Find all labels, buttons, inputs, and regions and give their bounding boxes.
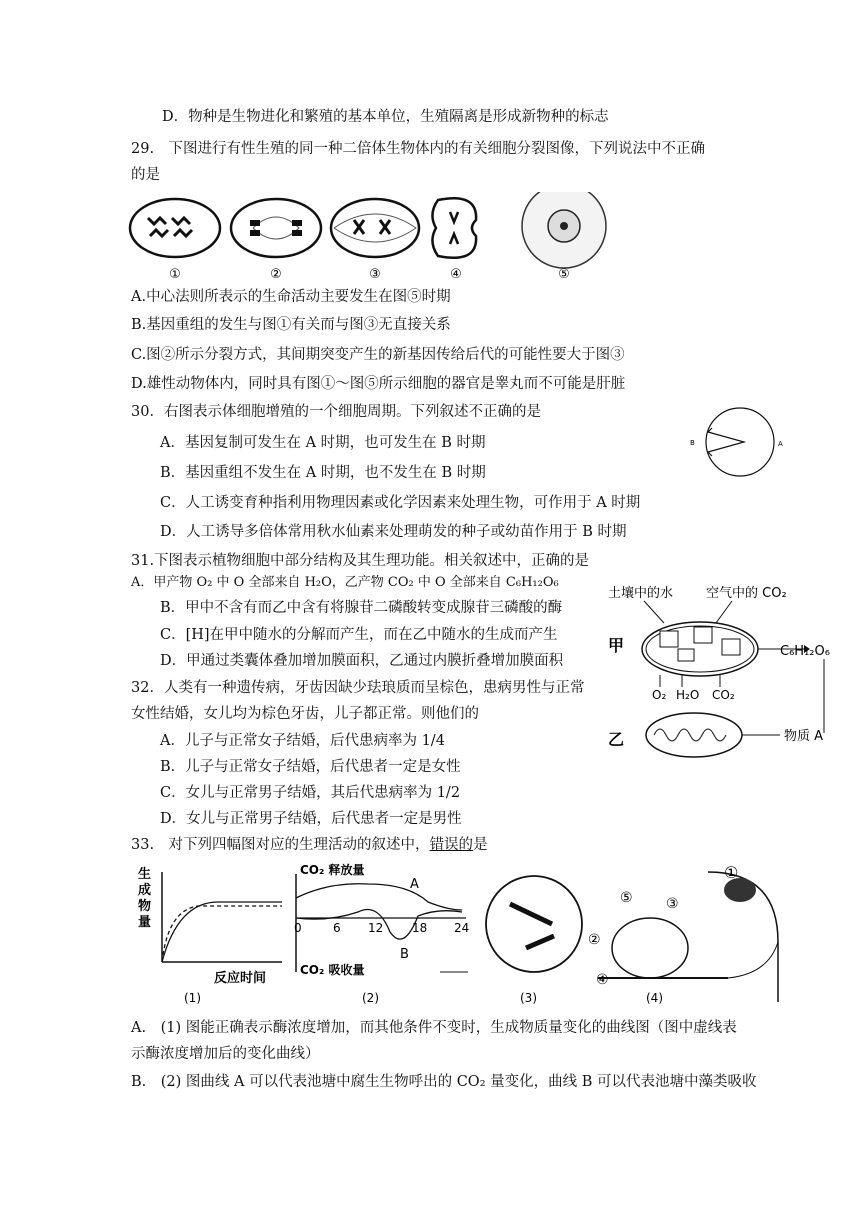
fig2-tick-18: 18	[412, 921, 428, 935]
fig-label-4: ④	[450, 267, 462, 282]
o2-label: O₂	[652, 688, 667, 702]
fig4-label-1: ①	[724, 863, 739, 882]
fig4-translation-diagram	[588, 863, 778, 1005]
q31-stem: 31.下图表示植物细胞中部分结构及其生理功能。相关叙述中，正确的是	[131, 553, 590, 569]
q33-option-b-line1: B. (2) 图曲线 A 可以代表池塘中腐生生物呼出的 CO₂ 量变化，曲线 B 可以代表池塘中藻类吸收	[131, 1074, 757, 1090]
fig2-tick-0: 0	[294, 921, 302, 935]
air-co2-label: 空气中的 CO₂	[706, 586, 787, 601]
fig3-chromosome-cell	[486, 876, 582, 1005]
fig4-label-3: ③	[666, 896, 679, 912]
q29-stem-line1: 29. 下图进行有性生殖的同一种二倍体生物体内的有关细胞分裂图像，下列说法中不正确	[131, 141, 706, 157]
cell-1-image	[130, 199, 220, 257]
soil-water-label: 土壤中的水	[608, 586, 674, 601]
fig1-enzyme-curve	[138, 866, 282, 1005]
fig2-bottom-label: CO₂ 吸收量	[300, 963, 365, 977]
h2o-label: H₂O	[676, 688, 700, 702]
fig1-xlabel: 反应时间	[214, 971, 267, 986]
fig-label-5: ⑤	[558, 267, 570, 282]
cell-3-image	[331, 199, 419, 257]
q28-option-d: D．物种是生物进化和繁殖的基本单位，生殖隔离是形成新物种的标志	[162, 109, 609, 125]
fig1-ylabel: 生成物量	[138, 867, 152, 930]
q30-option-c: C．人工诱变育种指利用物理因素或化学因素来处理生物，可作用于 A 时期	[160, 495, 641, 511]
q32-option-b: B．儿子与正常女子结婚，后代患者一定是女性	[160, 759, 461, 775]
cell-5-image	[522, 192, 606, 268]
fig-label-1: ①	[169, 267, 181, 282]
fig2-tick-6: 6	[333, 921, 341, 935]
fig-label-2: ②	[270, 267, 282, 282]
fig4-label-4: ④	[596, 972, 609, 988]
jia-label: 甲	[608, 636, 625, 655]
fig4-label-5: ⑤	[620, 890, 633, 906]
cell-4-image	[432, 198, 476, 258]
q31-option-d: D．甲通过类囊体叠加增加膜面积，乙通过内膜折叠增加膜面积	[160, 653, 564, 669]
fig2-curve-a: A	[410, 877, 419, 892]
q29-option-c: C.图②所示分裂方式，其间期突变产生的新基因传给后代的可能性要大于图③	[131, 347, 625, 363]
q29-option-a: A.中心法则所表示的生命活动主要发生在图⑤时期	[131, 289, 451, 305]
q30-stem: 30．右图表示体细胞增殖的一个细胞周期。下列叙述不正确的是	[131, 404, 541, 420]
fig-label-3: ③	[369, 267, 381, 282]
fig4-label-2: ②	[588, 932, 601, 948]
q33-four-figures	[128, 862, 788, 1012]
cell-2-image	[231, 199, 321, 257]
fig3-caption: (3)	[520, 991, 537, 1005]
fig4-caption: (4)	[646, 991, 663, 1005]
q33-option-a-line1: A. (1) 图能正确表示酶浓度增加，而其他条件不变时，生成物质量变化的曲线图（图中虚线表	[131, 1020, 737, 1036]
fig2-top-label: CO₂ 释放量	[300, 863, 365, 877]
q32-option-d: D．女儿与正常男子结婚，后代患者一定是男性	[160, 811, 462, 827]
co2-label: CO₂	[712, 688, 735, 702]
q30-option-a: A．基因复制可发生在 A 时期，也可发生在 B 时期	[160, 435, 486, 451]
fig2-caption: (2)	[362, 991, 379, 1005]
fig2-tick-24: 24	[454, 921, 470, 935]
fig2-curve-b: B	[400, 947, 409, 962]
fig2-co2-curve	[294, 862, 469, 1005]
label-a: A	[778, 440, 783, 448]
q33-stem	[131, 835, 488, 855]
q30-cell-cycle-figure	[684, 404, 784, 480]
q32-option-a: A．儿子与正常女子结婚，后代患病率为 1/4	[160, 733, 445, 749]
q32-stem-line1: 32．人类有一种遗传病，牙齿因缺少珐琅质而呈棕色，患病男性与正常	[131, 680, 585, 696]
q31-option-a: A．甲产物 O₂ 中 O 全部来自 H₂O，乙产物 CO₂ 中 O 全部来自 C₆H₁₂O₆	[131, 575, 559, 590]
q29-option-d: D.雄性动物体内，同时具有图①～图⑤所示细胞的器官是睾丸而不可能是肝脏	[131, 376, 626, 392]
fig1-caption: (1)	[184, 991, 201, 1005]
q30-option-b: B．基因重组不发生在 A 时期，也不发生在 B 时期	[160, 465, 486, 481]
q32-stem-line2: 女性结婚，女儿均为棕色牙齿，儿子都正常。则他们的	[131, 706, 479, 722]
q29-option-b: B.基因重组的发生与图①有关而与图③无直接关系	[131, 317, 451, 333]
substance-a-label: 物质 A	[784, 729, 824, 744]
fig2-tick-12: 12	[368, 921, 384, 935]
label-b: B	[690, 439, 695, 447]
q33-stem-underlined: 错误的	[429, 837, 474, 853]
q31-option-b: B．甲中不含有而乙中含有将腺苷二磷酸转变成腺苷三磷酸的酶	[160, 600, 563, 616]
q31-organelle-figure	[604, 583, 844, 773]
q29-stem-line2: 的是	[131, 167, 160, 183]
q29-cell-division-figure	[128, 192, 608, 282]
q32-option-c: C．女儿与正常男子结婚，其后代患病率为 1/2	[160, 785, 461, 801]
yi-label: 乙	[608, 730, 625, 749]
glucose-label: C₆H₁₂O₆	[780, 644, 830, 659]
q30-option-d: D．人工诱导多倍体常用秋水仙素来处理萌发的种子或幼苗作用于 B 时期	[160, 524, 627, 540]
q33-stem-end: 是	[473, 837, 488, 853]
q33-stem-text: 33. 对下列四幅图对应的生理活动的叙述中，	[131, 837, 430, 853]
q31-option-c: C．[H]在甲中随水的分解而产生，而在乙中随水的生成而产生	[160, 627, 558, 643]
q33-option-a-line2: 示酶浓度增加后的变化曲线）	[131, 1046, 320, 1062]
